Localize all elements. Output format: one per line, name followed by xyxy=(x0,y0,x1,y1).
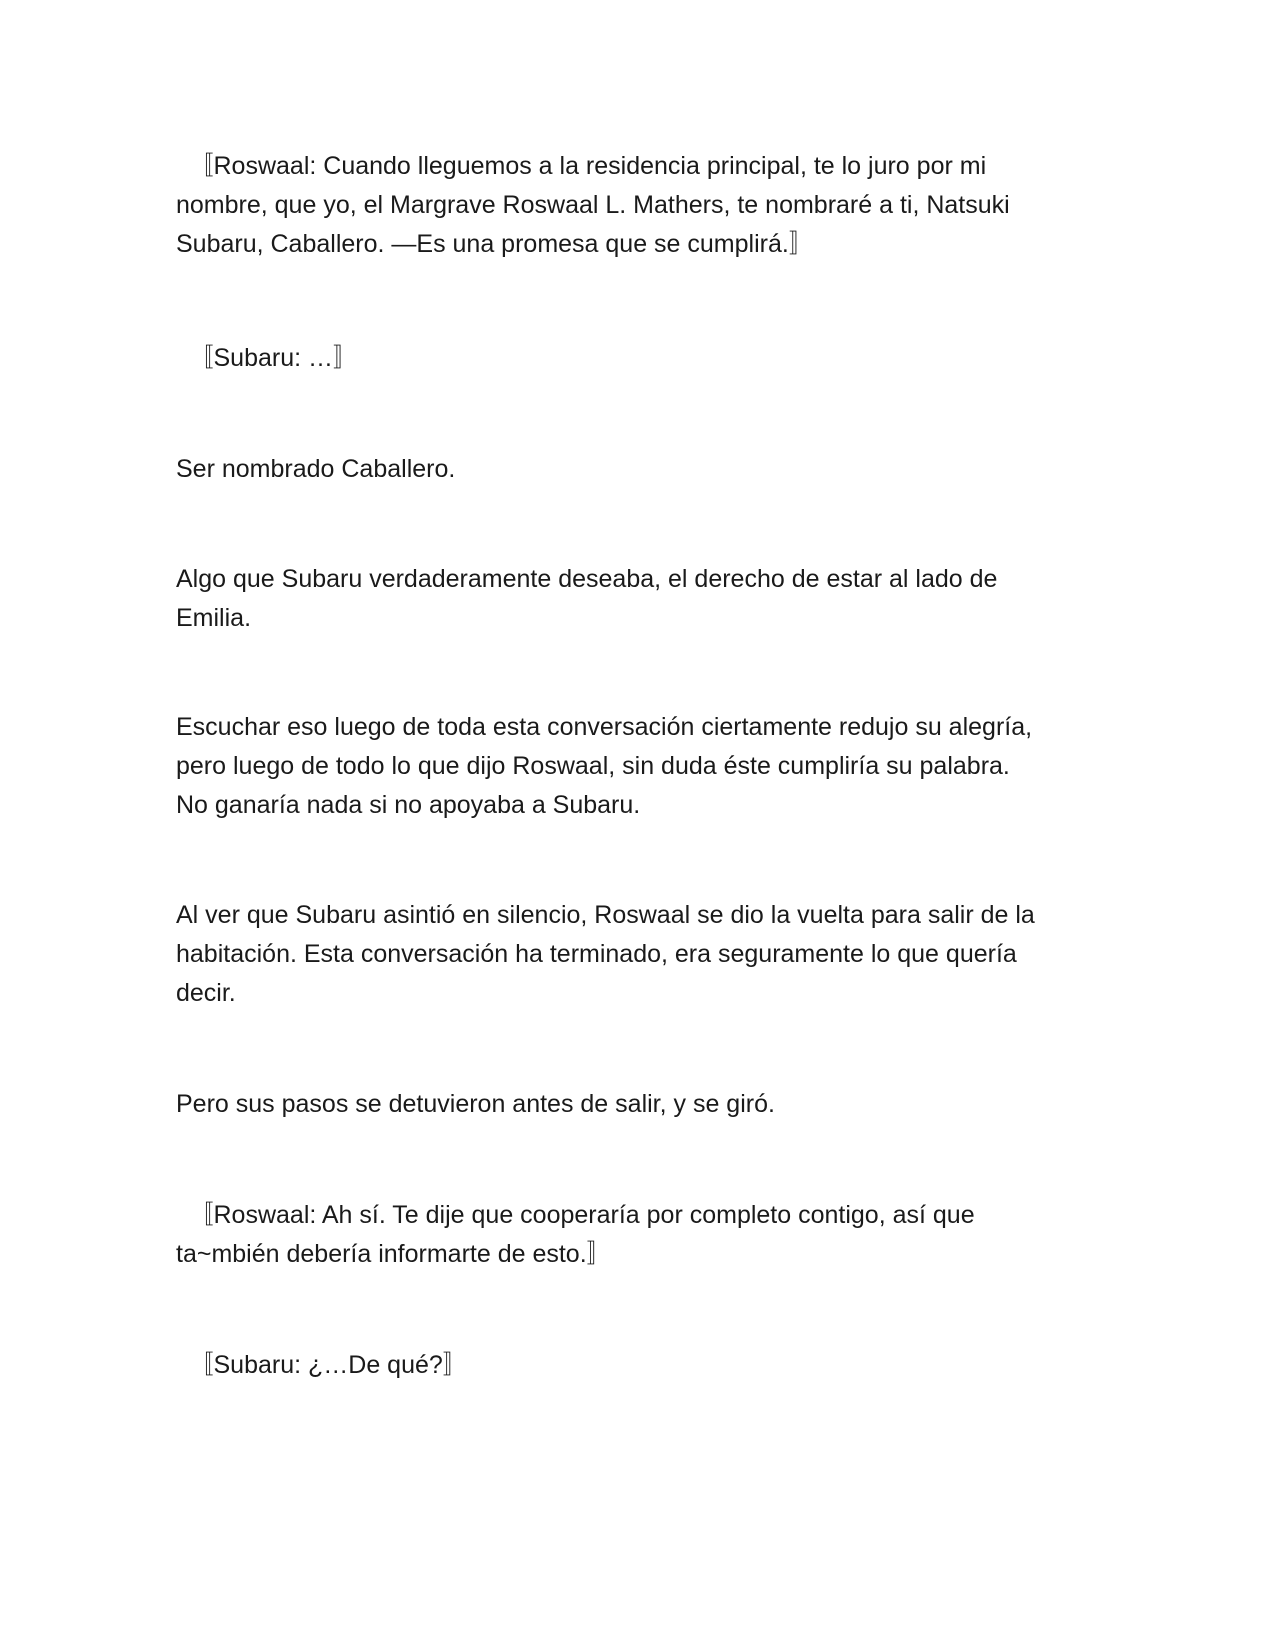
text-line: No ganaría nada si no apoyaba a Subaru. xyxy=(176,791,641,819)
text-line: 〚Subaru: ¿…De qué?〛 xyxy=(176,1351,468,1379)
paragraph-knighted xyxy=(176,450,1106,489)
paragraph-roswaal-inform xyxy=(176,1196,1106,1274)
text-line: ta~mbién debería informarte de esto.〛 xyxy=(176,1240,612,1268)
text-line: 〚Subaru: …〛 xyxy=(176,344,359,372)
paragraph-subaru-desire xyxy=(176,560,1106,638)
paragraph-reduced-joy xyxy=(176,708,1106,825)
text-line: Emilia. xyxy=(176,604,252,632)
text-line: Pero sus pasos se detuvieron antes de salir, y se giró. xyxy=(176,1090,775,1118)
text-line: Ser nombrado Caballero. xyxy=(176,455,456,483)
text-line: nombre, que yo, el Margrave Roswaal L. Mathers, te nombraré a ti, Natsuki xyxy=(176,191,1010,219)
text-line: Al ver que Subaru asintió en silencio, Roswaal se dio la vuelta para salir de la xyxy=(176,901,1035,929)
text-line: 〚Roswaal: Cuando lleguemos a la residencia principal, te lo juro por mi xyxy=(176,152,987,180)
text-line: pero luego de todo lo que dijo Roswaal, sin duda éste cumpliría su palabra. xyxy=(176,752,1010,780)
paragraph-subaru-silence xyxy=(176,339,1106,378)
paragraph-subaru-question xyxy=(176,1346,1106,1385)
text-line: Subaru, Caballero. —Es una promesa que se cumplirá.〛 xyxy=(176,230,814,258)
paragraph-roswaal-turns xyxy=(176,896,1106,1013)
text-line: Algo que Subaru verdaderamente deseaba, el derecho de estar al lado de xyxy=(176,565,998,593)
text-line: decir. xyxy=(176,979,236,1007)
paragraph-roswaal-promise xyxy=(176,147,1106,264)
paragraph-steps-stopped xyxy=(176,1085,1106,1124)
text-line: habitación. Esta conversación ha terminado, era seguramente lo que quería xyxy=(176,940,1017,968)
text-line: 〚Roswaal: Ah sí. Te dije que cooperaría por completo contigo, así que xyxy=(176,1201,975,1229)
text-line: Escuchar eso luego de toda esta conversación ciertamente redujo su alegría, xyxy=(176,713,1033,741)
